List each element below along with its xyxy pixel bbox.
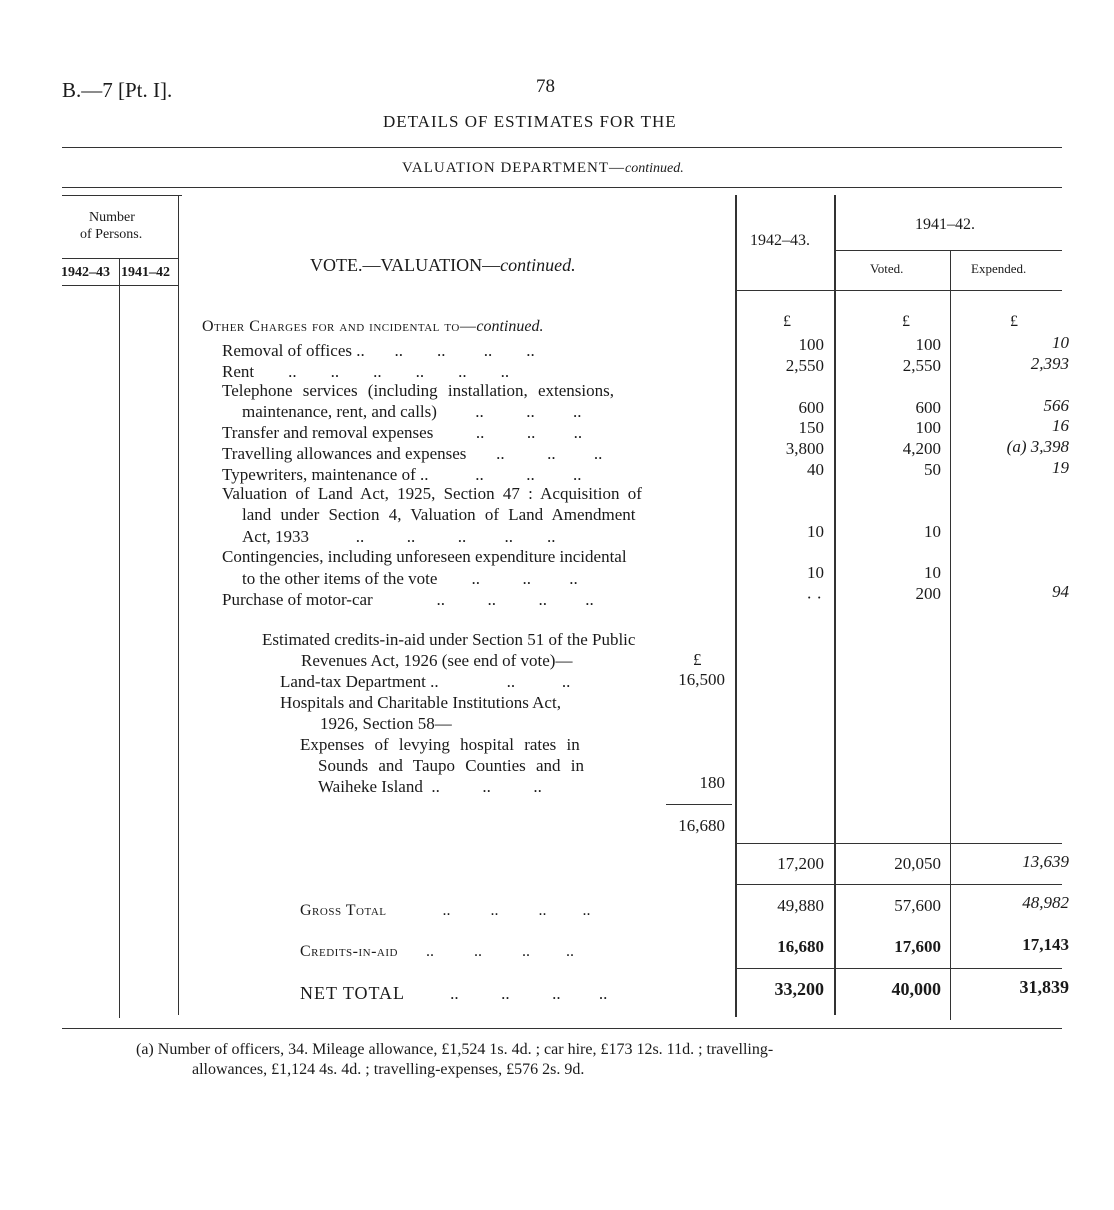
header-expended: Expended.	[971, 261, 1027, 276]
vote-title-text: VOTE.—VALUATION—	[310, 255, 501, 275]
hospitals-label-cont: 1926, Section 58—	[320, 714, 452, 733]
persons-label-2: of Persons.	[80, 227, 143, 242]
item-label: Purchase of motor-car .. .. .. ..	[222, 590, 594, 609]
item-label-cont: maintenance, rent, and calls) .. .. ..	[242, 402, 582, 421]
item-value-expended: 94	[1052, 582, 1069, 601]
total-label: NET TOTAL .. .. .. ..	[300, 983, 608, 1003]
footnote-line-1: (a) Number of officers, 34. Mileage allowance, £1,524 1s. 4d. ; car hire, £173 12s. 11d. ; travelling-	[136, 1041, 774, 1058]
item-value-expended: 19	[1052, 458, 1069, 477]
currency-voted: £	[902, 313, 910, 330]
expenses-label-cont: Sounds and Taupo Counties and in	[318, 756, 585, 775]
item-label: Telephone services (including installation, extensions,	[222, 381, 614, 400]
expenses-label: Expenses of levying hospital rates in	[300, 735, 580, 754]
header-1941-42: 1941–42.	[915, 216, 975, 233]
item-value-voted: 600	[915, 398, 941, 417]
item-value-1942: 10	[807, 522, 824, 541]
total-value-voted: 17,600	[894, 937, 941, 956]
subtotal-expended: 13,639	[1022, 852, 1069, 871]
expenses-value: 180	[699, 773, 725, 792]
col-divider-persons	[178, 195, 179, 1015]
department-title	[402, 160, 684, 177]
section-heading-cont: continued.	[476, 318, 544, 335]
vote-title-cont: continued.	[500, 255, 576, 275]
land-tax-label: Land-tax Department .. .. ..	[280, 672, 571, 691]
item-value-voted: 2,550	[902, 356, 941, 375]
vote-title	[310, 255, 576, 276]
col-divider-expended	[950, 250, 951, 1020]
subtotal-1942: 17,200	[777, 854, 824, 873]
rule-persons-top	[62, 195, 182, 196]
header-1942-43: 1942–43.	[750, 232, 810, 249]
total-label: Gross Total .. .. .. ..	[300, 902, 591, 919]
hospitals-label: Hospitals and Charitable Institutions Act,	[280, 693, 561, 712]
land-tax-value: 16,500	[678, 670, 725, 689]
currency-1942: £	[783, 313, 791, 330]
item-label: Removal of offices .. .. .. .. ..	[222, 341, 535, 360]
total-value-expended: 48,982	[1022, 893, 1069, 912]
item-value-1942: 100	[798, 335, 824, 354]
item-value-expended: 10	[1052, 333, 1069, 352]
item-label: Travelling allowances and expenses .. .. ..	[222, 444, 603, 463]
persons-label-1: Number	[89, 210, 135, 225]
col-divider-persons-inner	[119, 258, 120, 1018]
item-label: Typewriters, maintenance of .. .. .. ..	[222, 465, 582, 484]
item-value-1942: 3,800	[785, 439, 824, 458]
total-value-1942: 33,200	[774, 979, 824, 999]
credits-currency: £	[693, 650, 702, 669]
credits-intro-cont: Revenues Act, 1926 (see end of vote)—	[301, 651, 573, 670]
persons-year-b: 1941–42	[121, 265, 170, 280]
credits-total: 16,680	[678, 816, 725, 835]
expenses-label-cont: Waiheke Island .. .. ..	[318, 777, 542, 796]
section-heading	[202, 318, 543, 336]
item-value-1942: 2,550	[785, 356, 824, 375]
page-number: 78	[536, 76, 555, 97]
item-value-1942: · ·	[806, 588, 822, 607]
item-value-1942: 40	[807, 460, 824, 479]
department-cont: continued.	[625, 161, 684, 176]
rule-net-top	[736, 968, 1062, 969]
total-value-expended: 31,839	[1019, 977, 1069, 997]
total-value-1942: 49,880	[777, 896, 824, 915]
rule-top	[62, 147, 1062, 148]
department-name: VALUATION DEPARTMENT—	[402, 160, 626, 176]
col-divider-1942	[735, 195, 737, 1017]
item-label: Contingencies, including unforeseen expenditure incidental	[222, 547, 627, 566]
item-value-expended: (a) 3,398	[1006, 437, 1069, 456]
total-value-1942: 16,680	[777, 937, 824, 956]
item-label-cont: land under Section 4, Valuation of Land Amendment	[242, 505, 636, 524]
item-value-1942: 600	[798, 398, 824, 417]
rule-persons-years-top	[62, 258, 178, 259]
item-value-expended: 566	[1043, 396, 1069, 415]
item-value-expended: 16	[1052, 416, 1069, 435]
currency-expended: £	[1010, 313, 1018, 330]
rule-subtotal-bottom	[736, 884, 1062, 885]
item-value-voted: 10	[924, 563, 941, 582]
footnote-line-2: allowances, £1,124 4s. 4d. ; travelling-expenses, £576 2s. 9d.	[192, 1061, 585, 1078]
item-label: Rent .. .. .. .. .. ..	[222, 362, 510, 381]
rule-subtotal-top	[736, 843, 1062, 844]
header-voted: Voted.	[870, 261, 904, 276]
credits-sum-rule	[666, 804, 732, 805]
section-heading-text: Other Charges for and incidental to—	[202, 318, 477, 335]
total-value-expended: 17,143	[1022, 935, 1069, 954]
item-value-expended: 2,393	[1030, 354, 1069, 373]
rule-amount-header	[736, 290, 1062, 291]
item-label: Valuation of Land Act, 1925, Section 47 : Acquisition of	[222, 484, 642, 503]
total-value-voted: 40,000	[891, 979, 941, 999]
item-value-voted: 200	[915, 584, 941, 603]
page-ref: B.—7 [Pt. I].	[62, 78, 173, 102]
rule-header	[62, 187, 1062, 188]
page-title: DETAILS OF ESTIMATES FOR THE	[383, 112, 677, 131]
rule-1941-under	[834, 250, 1062, 251]
col-divider-voted	[834, 195, 836, 1015]
item-value-voted: 100	[915, 418, 941, 437]
total-value-voted: 57,600	[894, 896, 941, 915]
item-label-cont: to the other items of the vote .. .. ..	[242, 569, 578, 588]
item-label-cont: Act, 1933 .. .. .. .. ..	[242, 527, 556, 546]
persons-year-a: 1942–43	[61, 265, 110, 280]
item-value-1942: 150	[798, 418, 824, 437]
item-value-voted: 50	[924, 460, 941, 479]
subtotal-voted: 20,050	[894, 854, 941, 873]
item-value-1942: 10	[807, 563, 824, 582]
item-value-voted: 10	[924, 522, 941, 541]
rule-persons-years-bottom	[62, 285, 178, 286]
credits-intro: Estimated credits-in-aid under Section 51 of the Public	[262, 630, 636, 649]
item-value-voted: 4,200	[902, 439, 941, 458]
item-label: Transfer and removal expenses .. .. ..	[222, 423, 583, 442]
total-label: Credits-in-aid .. .. .. ..	[300, 943, 574, 960]
item-value-voted: 100	[915, 335, 941, 354]
rule-bottom	[62, 1028, 1062, 1029]
